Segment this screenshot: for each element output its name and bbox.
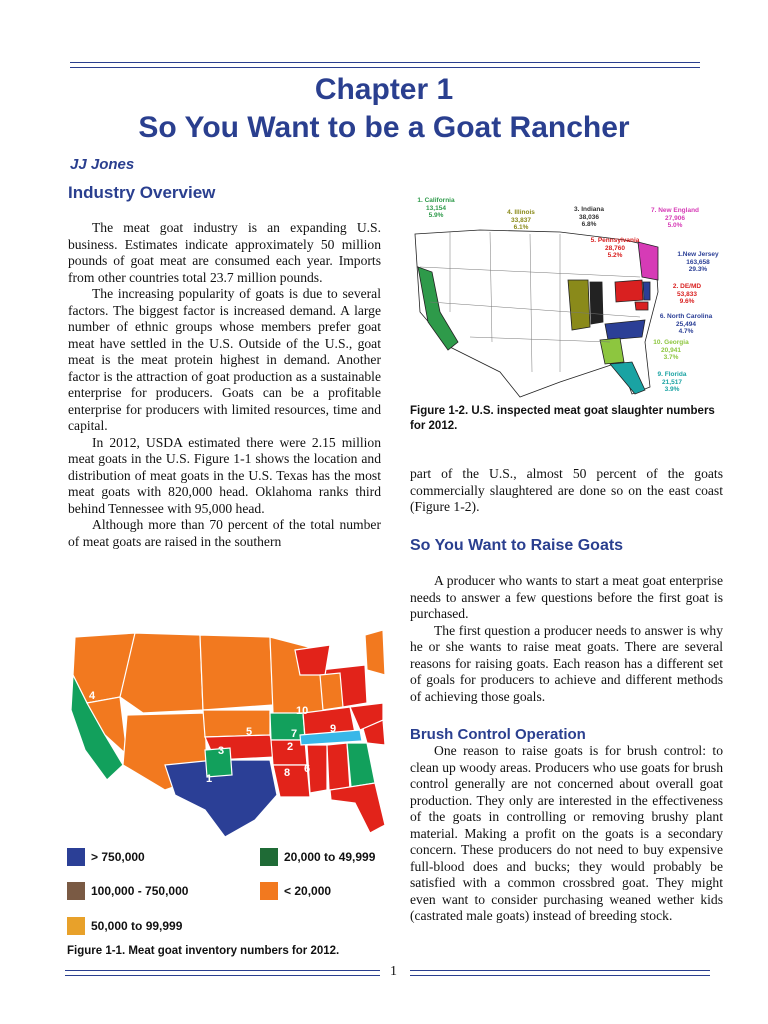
paragraph: Although more than 70 percent of the total number of meat goats are raised in the southern xyxy=(68,517,381,549)
state-label-illinois xyxy=(498,209,544,232)
state-label-de-md xyxy=(664,283,710,306)
paragraph: The meat goat industry is an expanding U.S. business. Estimates indicate approximately 50 million pounds of goat meat are consumed each year. Imports from other countries total 23.7 million pounds. xyxy=(68,220,381,285)
map-region-mountain xyxy=(120,633,203,713)
legend-swatch xyxy=(67,882,85,900)
legend-item xyxy=(67,917,182,935)
legend-label: < 20,000 xyxy=(284,884,332,898)
legend-item xyxy=(67,848,145,866)
state-pct: 5.2% xyxy=(607,252,623,259)
legend-label: 20,000 to 49,999 xyxy=(284,850,376,864)
author: JJ Jones xyxy=(70,156,135,173)
legend-item xyxy=(67,882,188,900)
map-region-northeast xyxy=(365,630,385,675)
page-number: 1 xyxy=(390,964,397,979)
right-column-continuation: part of the U.S., almost 50 percent of the goats commercially slaughtered are done so on the east coast (Figure 1-2). xyxy=(410,466,723,514)
paragraph: The increasing popularity of goats is due to several factors. The biggest factor is increased demand. A large number of ethnic groups whose members prefer goat meat have settled in the U.S. Outside of the U.S., goat meat is the meat protein highest in demand. Another factor is the attraction of goat production as a sustainable enterprise for producers. Goats can be a profitable enterprise for producers with limited resources, time and capital. xyxy=(68,286,381,433)
rank-label: 7 xyxy=(291,728,298,740)
legend-label: 100,000 - 750,000 xyxy=(91,884,189,898)
state-name: 9. Florida xyxy=(657,371,687,378)
state-name: 6. North Carolina xyxy=(659,313,713,320)
map-region-great-lakes xyxy=(295,645,330,675)
raise-goats-text xyxy=(410,573,723,705)
state-label-pennsylvania xyxy=(584,237,646,260)
state-count: 27,906 xyxy=(665,214,685,222)
state-name: 5. Pennsylvania xyxy=(590,237,640,244)
state-count: 38,036 xyxy=(579,213,599,221)
map-region-kansas xyxy=(203,710,270,737)
map-state-illinois xyxy=(568,280,590,330)
state-label-georgia xyxy=(646,339,696,362)
map-state-pennsylvania xyxy=(615,280,643,302)
rank-label: 8 xyxy=(284,767,291,779)
inventory-map xyxy=(65,615,385,840)
map-region-alabama-8 xyxy=(327,743,350,790)
chapter-number: Chapter 1 xyxy=(314,73,454,106)
top-rule xyxy=(70,62,700,63)
state-pct: 3.7% xyxy=(663,354,679,361)
legend-swatch xyxy=(260,882,278,900)
rank-label: 1 xyxy=(206,773,213,785)
rank-label: 5 xyxy=(246,726,253,738)
figure-1-2-caption: Figure 1-2. U.S. inspected meat goat slaughter numbers for 2012. xyxy=(410,405,715,432)
state-pct: 3.9% xyxy=(664,386,680,393)
map-region-plains-north xyxy=(200,635,273,710)
state-name: 1.New Jersey xyxy=(677,251,719,258)
map-region-georgia-6 xyxy=(347,743,375,787)
section-heading-raise-goats: So You Want to Raise Goats xyxy=(410,537,624,554)
map-region-florida xyxy=(330,783,385,833)
legend-swatch xyxy=(67,848,85,866)
rank-label: 2 xyxy=(287,741,294,753)
legend-item xyxy=(260,882,331,900)
state-pct: 9.6% xyxy=(679,298,695,305)
paragraph: One reason to raise goats is for brush control: to clean up woody areas. Producers who use goats for brush control generally are not concerned about overall goat production. They only are interested in the effectiveness of the goats in controlling or removing brushy plant material. Making a profit on the goats is a secondary concern. These producers do not need to buy expensive full-blood does and bucks; they would probably be satisfied with a common crossbred goat. They might even want to consider purchasing weaned wether kids (castrated male goats) instead of breeding stock. xyxy=(410,743,723,923)
figure-1-1-caption: Figure 1-1. Meat goat inventory numbers for 2012. xyxy=(67,945,340,957)
legend-swatch xyxy=(67,917,85,935)
section-heading-brush-control: Brush Control Operation xyxy=(410,726,586,743)
footer-rule-left xyxy=(65,970,380,971)
rank-label: 9 xyxy=(330,723,337,735)
legend-item xyxy=(260,848,375,866)
top-rule-thin xyxy=(70,67,700,68)
paragraph: In 2012, USDA estimated there were 2.15 million meat goats in the U.S. Figure 1-1 shows the location and distribution of meat goats in the U.S. Texas has the most meat goats with 820,000 head. Oklahoma ranks third behind Tennessee with 95,000 head. xyxy=(68,434,381,516)
legend-swatch xyxy=(260,848,278,866)
footer-rule-left-thin xyxy=(65,975,380,976)
state-label-new-england xyxy=(644,207,706,230)
map-state-new-jersey xyxy=(643,282,650,300)
brush-control-text xyxy=(410,743,723,925)
state-count: 163,658 xyxy=(686,258,710,266)
state-label-florida xyxy=(650,371,694,394)
state-pct: 29.3% xyxy=(688,266,708,273)
paragraph: A producer who wants to start a meat goat enterprise needs to answer a few questions before the first goat is purchased. xyxy=(410,573,723,621)
chapter-title: So You Want to be a Goat Rancher xyxy=(138,111,630,144)
state-pct: 5.0% xyxy=(667,222,683,229)
state-count: 21,517 xyxy=(662,378,682,386)
state-name: 1. California xyxy=(417,197,455,204)
state-name: 4. Illinois xyxy=(507,209,535,216)
state-label-indiana xyxy=(567,206,611,229)
map-state-north-carolina xyxy=(605,320,645,340)
legend-label: 50,000 to 99,999 xyxy=(91,919,183,933)
state-label-new-jersey xyxy=(670,251,726,274)
state-count: 20,941 xyxy=(661,346,681,354)
state-name: 10. Georgia xyxy=(653,339,689,346)
state-pct: 5.9% xyxy=(428,212,444,219)
paragraph: The first question a producer needs to answer is why he or she wants to raise meat goats. There are several reasons for raising goats. Each reason has a different set of goals for producers to achieve and different methods of achieving those goals. xyxy=(410,622,723,704)
rank-label: 3 xyxy=(218,745,225,757)
state-name: 2. DE/MD xyxy=(672,283,702,290)
left-column-text xyxy=(68,220,381,550)
map-region-ohio xyxy=(320,673,343,710)
rank-label: 10 xyxy=(296,705,309,717)
state-count: 33,837 xyxy=(511,216,531,224)
state-pct: 4.7% xyxy=(678,328,694,335)
footer-rule-right-thin xyxy=(410,975,710,976)
state-count: 53,833 xyxy=(677,290,697,298)
section-heading-industry-overview: Industry Overview xyxy=(68,183,216,202)
state-pct: 6.8% xyxy=(581,221,597,228)
legend-label: > 750,000 xyxy=(91,850,145,864)
state-pct: 6.1% xyxy=(513,224,529,231)
state-count: 28,760 xyxy=(605,244,625,252)
rank-label: 6 xyxy=(304,763,311,775)
rank-label: 4 xyxy=(89,690,96,702)
state-label-north-carolina xyxy=(650,313,722,336)
footer-rule-right xyxy=(410,970,710,971)
state-count: 13,154 xyxy=(426,204,446,212)
state-name: 7. New England xyxy=(650,207,700,214)
map-state-indiana xyxy=(590,282,603,324)
state-count: 25,494 xyxy=(676,320,696,328)
map-state-de-md xyxy=(635,302,648,310)
state-name: 3. Indiana xyxy=(574,206,604,213)
state-label-california xyxy=(410,197,462,220)
